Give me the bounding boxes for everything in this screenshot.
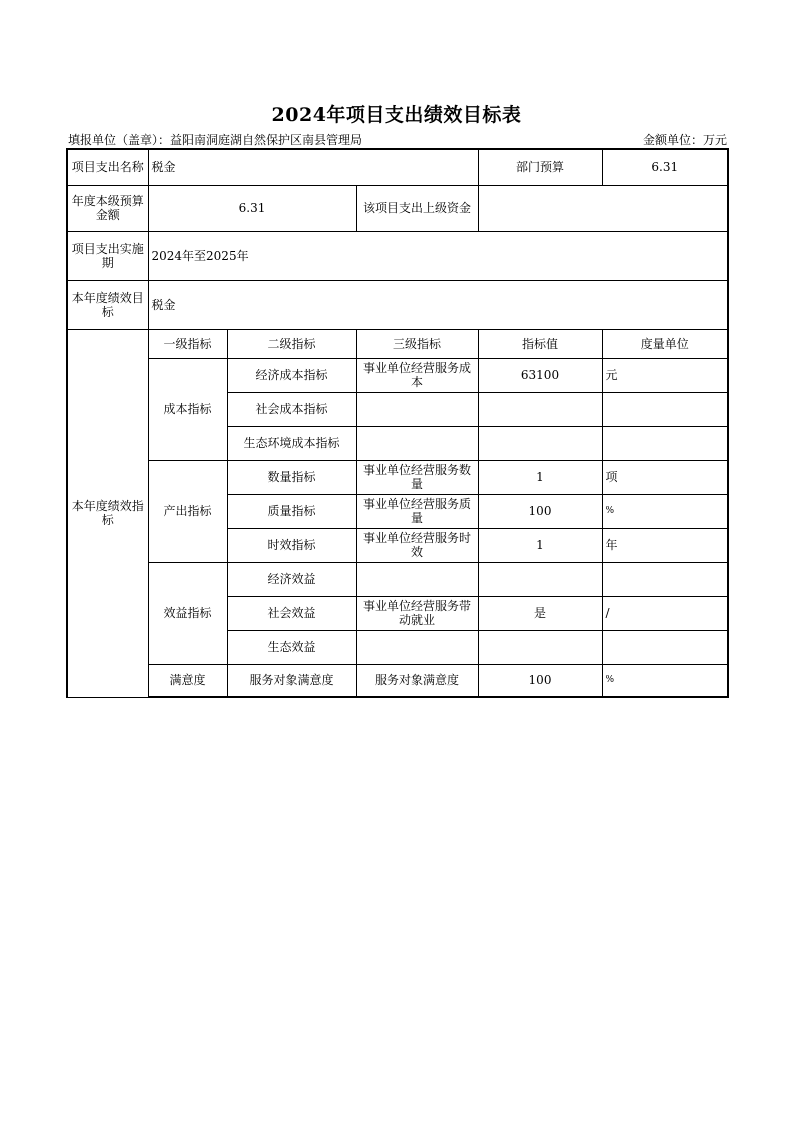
unit-cell — [602, 426, 728, 460]
level3-cell: 事业单位经营服务时效 — [356, 528, 478, 562]
value-cell: 100 — [478, 664, 602, 697]
level2-cell: 数量指标 — [227, 460, 356, 494]
goal-label: 本年度绩效目标 — [67, 280, 148, 329]
group-benefit-label: 效益指标 — [148, 562, 227, 664]
annual-budget-value: 6.31 — [148, 185, 356, 231]
project-name-value: 税金 — [148, 149, 478, 185]
level2-cell: 质量指标 — [227, 494, 356, 528]
col-level3-header: 三级指标 — [356, 329, 478, 358]
unit-cell: % — [602, 494, 728, 528]
level3-cell: 事业单位经营服务质量 — [356, 494, 478, 528]
table-row — [67, 358, 728, 392]
table-row — [67, 460, 728, 494]
table-row — [67, 664, 728, 697]
level2-cell: 社会效益 — [227, 596, 356, 630]
group-satisfaction-label: 满意度 — [148, 664, 227, 697]
row-project-name — [67, 149, 728, 185]
superior-funds-label: 该项目支出上级资金 — [356, 185, 478, 231]
level3-cell — [356, 562, 478, 596]
dept-budget-label: 部门预算 — [478, 149, 602, 185]
level2-cell: 生态效益 — [227, 630, 356, 664]
performance-table — [66, 148, 729, 698]
unit-cell: 年 — [602, 528, 728, 562]
row-goal — [67, 280, 728, 329]
goal-value: 税金 — [148, 280, 728, 329]
unit-cell — [602, 630, 728, 664]
page-title: 2024年项目支出绩效目标表 — [271, 104, 522, 126]
value-cell — [478, 392, 602, 426]
level3-cell: 事业单位经营服务带动就业 — [356, 596, 478, 630]
unit-cell — [602, 392, 728, 426]
filler-unit: 填报单位（盖章）：益阳南洞庭湖自然保护区南县管理局 — [68, 133, 363, 147]
level3-cell: 事业单位经营服务数量 — [356, 460, 478, 494]
value-cell: 是 — [478, 596, 602, 630]
level3-cell — [356, 426, 478, 460]
level2-cell: 时效指标 — [227, 528, 356, 562]
level3-cell — [356, 630, 478, 664]
unit-cell: / — [602, 596, 728, 630]
value-cell: 100 — [478, 494, 602, 528]
level3-cell — [356, 392, 478, 426]
col-level1-header: 一级指标 — [148, 329, 227, 358]
group-output-label: 产出指标 — [148, 460, 227, 562]
project-name-label: 项目支出名称 — [67, 149, 148, 185]
indicators-section-label: 本年度绩效指标 — [67, 329, 148, 697]
level2-cell: 经济效益 — [227, 562, 356, 596]
unit-cell: % — [602, 664, 728, 697]
superior-funds-value — [478, 185, 728, 231]
amount-unit: 金额单位：万元 — [642, 133, 727, 147]
value-cell — [478, 562, 602, 596]
level2-cell: 服务对象满意度 — [227, 664, 356, 697]
value-cell: 1 — [478, 528, 602, 562]
value-cell: 1 — [478, 460, 602, 494]
dept-budget-value: 6.31 — [602, 149, 728, 185]
row-period — [67, 231, 728, 280]
unit-cell: 元 — [602, 358, 728, 392]
level2-cell: 社会成本指标 — [227, 392, 356, 426]
value-cell: 63100 — [478, 358, 602, 392]
table-row — [67, 562, 728, 596]
unit-cell — [602, 562, 728, 596]
col-level2-header: 二级指标 — [227, 329, 356, 358]
level2-cell: 生态环境成本指标 — [227, 426, 356, 460]
level3-cell: 事业单位经营服务成本 — [356, 358, 478, 392]
col-value-header: 指标值 — [478, 329, 602, 358]
row-annual-budget — [67, 185, 728, 231]
group-cost-label: 成本指标 — [148, 358, 227, 460]
level2-cell: 经济成本指标 — [227, 358, 356, 392]
level3-cell: 服务对象满意度 — [356, 664, 478, 697]
indicator-header-row — [67, 329, 728, 358]
period-label: 项目支出实施期 — [67, 231, 148, 280]
value-cell — [478, 426, 602, 460]
unit-cell: 项 — [602, 460, 728, 494]
value-cell — [478, 630, 602, 664]
period-value: 2024年至2025年 — [148, 231, 728, 280]
annual-budget-label: 年度本级预算金额 — [67, 185, 148, 231]
col-unit-header: 度量单位 — [602, 329, 728, 358]
